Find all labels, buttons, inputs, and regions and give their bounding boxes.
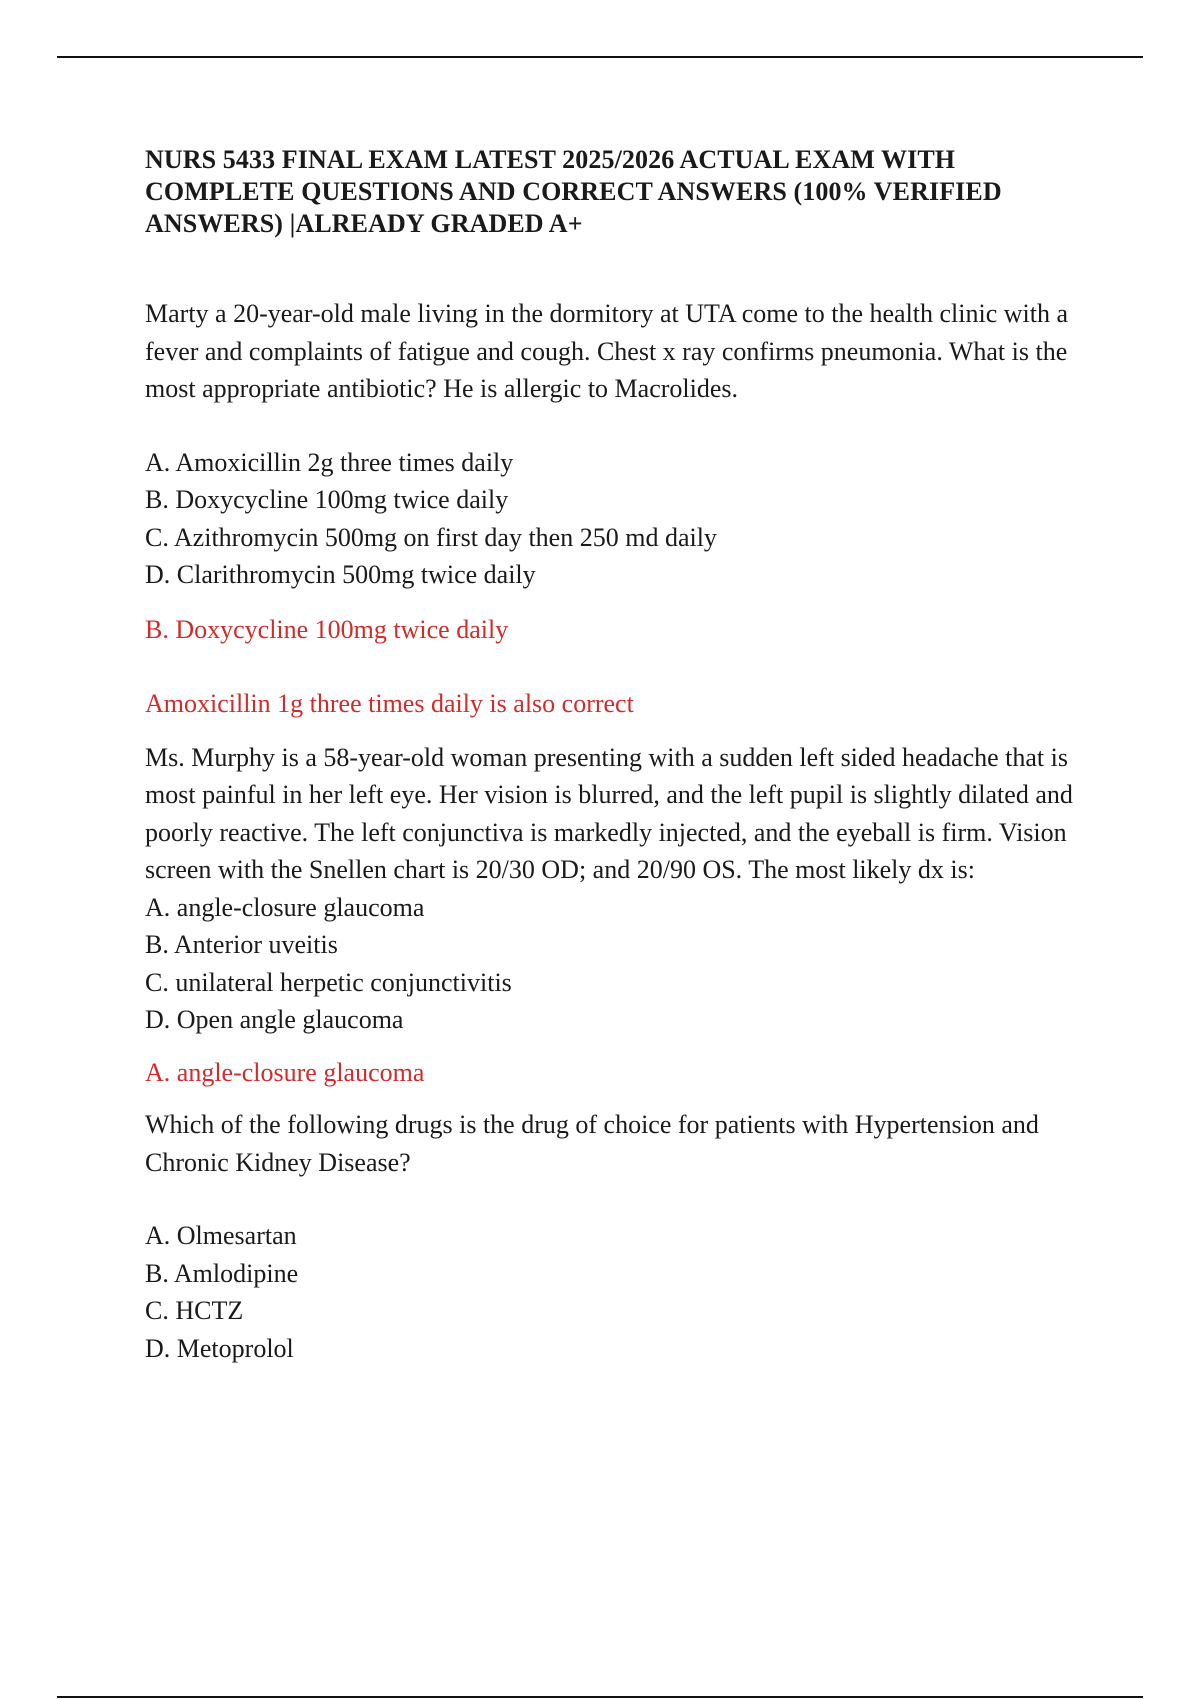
bottom-divider — [57, 1696, 1143, 1698]
question-3-option-d: D. Metoprolol — [145, 1333, 294, 1363]
question-1-answer-note: Amoxicillin 1g three times daily is also correct — [145, 689, 634, 718]
question-1-option-d: D. Clarithromycin 500mg twice daily — [145, 560, 536, 589]
question-2-option-b: B. Anterior uveitis — [145, 930, 338, 959]
question-3-option-b: B. Amlodipine — [145, 1258, 299, 1288]
question-3-text: Which of the following drugs is the drug of choice for patients with Hypertension and Chronic Kidney Disease? — [145, 1110, 1039, 1177]
top-divider — [57, 56, 1143, 58]
question-1-text: Marty a 20-year-old male living in the dormitory at UTA come to the health clinic with a fever and complaints of fatigue and cough. Chest x ray confirms pneumonia. What is the most appropriate antibiotic? He is allergic to Macrolides. — [145, 299, 1069, 403]
question-3-options — [145, 1217, 1105, 1367]
question-2-option-c: C. unilateral herpetic conjunctivitis — [145, 967, 512, 997]
question-1-option-a: A. Amoxicillin 2g three times daily — [145, 447, 514, 477]
question-2-answer: A. angle-closure glaucoma — [145, 1057, 425, 1087]
question-3-option-c: C. HCTZ — [145, 1296, 244, 1325]
question-1-option-b: B. Doxycycline 100mg twice daily — [145, 485, 509, 514]
question-2-text: Ms. Murphy is a 58-year-old woman presenting with a sudden left sided headache that is most painful in her left eye. Her vision is blurred, and the left pupil is slightly dilated and poorly reactive. The left conjunctiva is markedly injected, and the eyeball is firm. Vision screen with the Snellen chart is 20/30 OD; and 20/90 OS. The most likely dx is: — [145, 742, 1073, 884]
question-2-option-d: D. Open angle glaucoma — [145, 1005, 404, 1034]
question-3-option-a: A. Olmesartan — [145, 1221, 297, 1250]
question-1-answer: B. Doxycycline 100mg twice daily — [145, 614, 509, 644]
document-body — [145, 144, 1105, 1367]
question-1-options — [145, 444, 1105, 594]
document-title: NURS 5433 FINAL EXAM LATEST 2025/2026 ACTUAL EXAM WITH COMPLETE QUESTIONS AND CORRECT ANSWERS (100% VERIFIED ANSWERS) |ALREADY GRADED A+ — [145, 145, 1002, 238]
question-1-option-c: C. Azithromycin 500mg on first day then 250 md daily — [145, 522, 717, 552]
question-2-options — [145, 889, 1105, 1039]
question-2-option-a: A. angle-closure glaucoma — [145, 892, 425, 922]
